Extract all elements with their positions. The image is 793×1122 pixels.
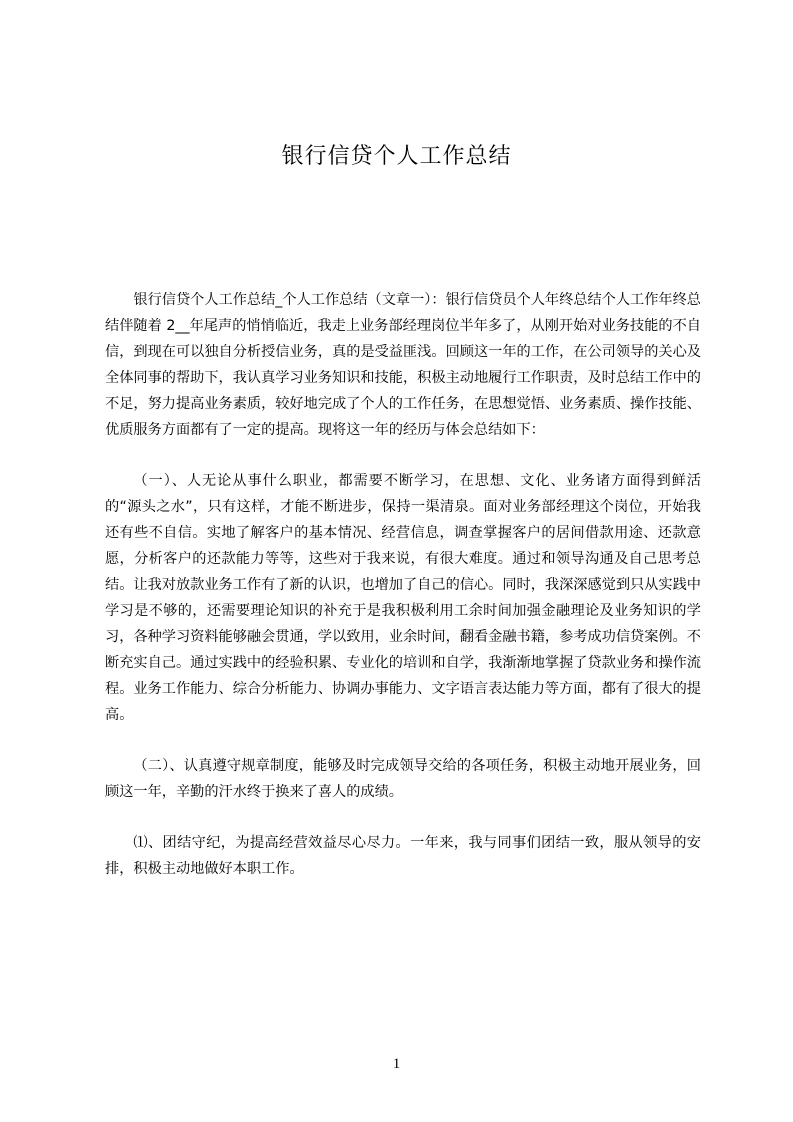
document-body [105, 287, 701, 907]
document-title: 银行信贷个人工作总结 [281, 144, 512, 169]
paragraph-intro: 银行信贷个人工作总结_个人工作总结（文章一）：银行信贷员个人年终总结个人工作年终总结伴随着 2__年尾声的悄悄临近，我走上业务部经理岗位半年多了，从刚开始对业务技能的不自信，到现在可以独自分析授信业务，真的是受益匪浅。回顾这一年的工作，在公司领导的关心及全体同事的帮助下，我认真学习业务知识和技能，积极主动地履行工作职责，及时总结工作中的不足，努力提高业务素质，较好地完成了个人的工作任务，在思想觉悟、业务素质、操作技能、优质服务方面都有了一定的提高。现将这一年的经历与体会总结如下： [105, 292, 701, 438]
paragraph-section-two: （二）、认真遵守规章制度，能够及时完成领导交给的各项任务，积极主动地开展业务，回顾这一年，辛勤的汗水终于换来了喜人的成绩。 [105, 758, 701, 800]
paragraph-item-one: ⑴、团结守纪，为提高经营效益尽心尽力。一年来，我与同事们团结一致，服从领导的安排，积极主动地做好本职工作。 [105, 835, 701, 877]
page-number: 1 [392, 1056, 401, 1072]
paragraph-section-one: （一）、人无论从事什么职业，都需要不断学习，在思想、文化、业务诸方面得到鲜活的“源头之水”，只有这样，才能不断进步，保持一渠清泉。面对业务部经理这个岗位，开始我还有些不自信。实地了解客户的基本情况、经营信息，调查掌握客户的居间借款用途、还款意愿，分析客户的还款能力等等，这些对于我来说，有很大难度。通过和领导沟通及自己思考总结。让我对放款业务工作有了新的认识，也增加了自己的信心。同时，我深深感觉到只从实践中学习是不够的，还需要理论知识的补充于是我积极利用工余时间加强金融理论及业务知识的学习，各种学习资料能够融会贯通，学以致用，业余时间，翻看金融书籍，参考成功信贷案例。不断充实自己。通过实践中的经验积累、专业化的培训和自学，我渐渐地掌握了贷款业务和操作流程。业务工作能力、综合分析能力、协调办事能力、文字语言表达能力等方面，都有了很大的提高。 [105, 473, 701, 723]
